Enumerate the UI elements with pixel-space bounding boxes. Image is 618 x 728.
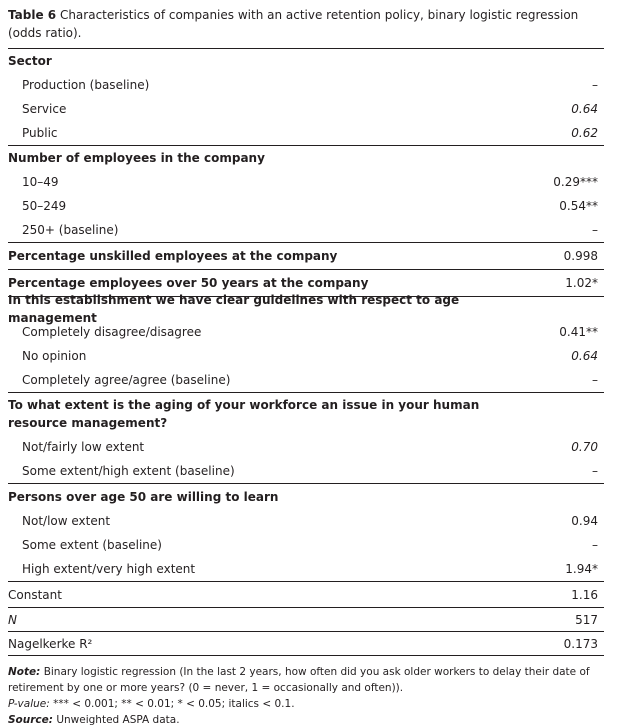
table-title: Characteristics of companies with an active retention policy, binary logistic regression (odds ratio).: [8, 8, 579, 40]
row-label: Service: [22, 102, 67, 116]
row-label: Completely disagree/disagree: [22, 325, 202, 339]
row-label: Not/low extent: [22, 514, 111, 528]
table-section-row: [8, 49, 604, 73]
odds-ratio-value: –: [592, 464, 598, 478]
row-label: Production (baseline): [22, 78, 150, 92]
table-number: Table 6: [8, 8, 57, 22]
table-section-row: [8, 242, 604, 269]
row-label: Some extent (baseline): [22, 538, 162, 552]
table-figure: [8, 6, 604, 728]
section-label: Number of employees in the company: [8, 151, 265, 165]
table-row: [8, 509, 604, 533]
source-line: [8, 712, 604, 728]
section-label: To what extent is the aging of your workforce an issue in your human resource management?: [8, 398, 480, 430]
odds-ratio-value: 0.94: [571, 514, 598, 528]
odds-ratio-value: –: [592, 78, 598, 92]
table-body: [8, 49, 604, 655]
row-label: Completely agree/agree (baseline): [22, 373, 231, 387]
row-label: Some extent/high extent (baseline): [22, 464, 235, 478]
table-row: [8, 344, 604, 368]
odds-ratio-value: –: [592, 223, 598, 237]
odds-ratio-value: 0.998: [563, 249, 598, 263]
table-row: [8, 97, 604, 121]
odds-ratio-value: 517: [575, 612, 598, 627]
table-row: [8, 194, 604, 218]
section-label: Percentage unskilled employees at the company: [8, 249, 338, 263]
table-caption: [8, 6, 604, 42]
bottom-rule: [8, 655, 604, 656]
odds-ratio-value: –: [592, 373, 598, 387]
odds-ratio-value: –: [592, 538, 598, 552]
table-row: [8, 121, 604, 145]
table-section-row: [8, 483, 604, 509]
section-label: Sector: [8, 54, 52, 68]
row-label: N: [8, 612, 17, 627]
table-stat-row: [8, 631, 604, 655]
row-label: 250+ (baseline): [22, 223, 119, 237]
row-label: Constant: [8, 587, 62, 602]
odds-ratio-value: 0.29***: [553, 175, 598, 189]
source-text: Unweighted ASPA data.: [56, 714, 180, 726]
note-text: Binary logistic regression (In the last 2 years, how often did you ask older workers to delay their date of retirement by one or more years? (0 = never, 1 = occasionally and often)).: [8, 666, 590, 694]
odds-ratio-value: 0.54**: [559, 199, 598, 213]
pvalue-text: *** < 0.001; ** < 0.01; * < 0.05; italics < 0.1.: [53, 698, 295, 710]
row-label: Nagelkerke R²: [8, 636, 93, 651]
odds-ratio-value: 0.173: [563, 636, 598, 651]
pvalue-line: [8, 696, 604, 712]
odds-ratio-value: 1.02*: [565, 276, 598, 290]
table-row: [8, 435, 604, 459]
table-stat-row: [8, 581, 604, 607]
table-notes: [8, 664, 604, 728]
note-label: Note:: [8, 666, 41, 678]
table-row: [8, 73, 604, 97]
row-label: 10–49: [22, 175, 59, 189]
pvalue-label: P-value:: [8, 698, 50, 710]
row-label: Not/fairly low extent: [22, 440, 145, 454]
note-line: [8, 664, 604, 696]
table-row: [8, 533, 604, 557]
section-label: Persons over age 50 are willing to learn: [8, 489, 279, 504]
table-row: [8, 170, 604, 194]
table-row: [8, 218, 604, 242]
section-label: Percentage employees over 50 years at the company: [8, 276, 369, 290]
table-section-row: [8, 145, 604, 170]
odds-ratio-value: 1.16: [571, 587, 598, 602]
odds-ratio-value: 0.70: [571, 440, 598, 454]
odds-ratio-value: 1.94*: [565, 562, 598, 576]
table-stat-row: [8, 607, 604, 631]
odds-ratio-value: 0.64: [571, 349, 598, 363]
odds-ratio-value: 0.62: [571, 126, 598, 140]
odds-ratio-value: 0.41**: [559, 325, 598, 339]
row-label: 50–249: [22, 199, 67, 213]
table-section-row: [8, 392, 604, 435]
section-label: In this establishment we have clear guidelines with respect to age management: [8, 292, 460, 325]
table-row: [8, 557, 604, 581]
source-label: Source:: [8, 714, 53, 726]
row-label: No opinion: [22, 349, 87, 363]
odds-ratio-value: 0.64: [571, 102, 598, 116]
row-label: Public: [22, 126, 58, 140]
table-row: [8, 368, 604, 392]
table-row: [8, 459, 604, 483]
row-label: High extent/very high extent: [22, 562, 196, 576]
table-section-row: [8, 292, 604, 325]
